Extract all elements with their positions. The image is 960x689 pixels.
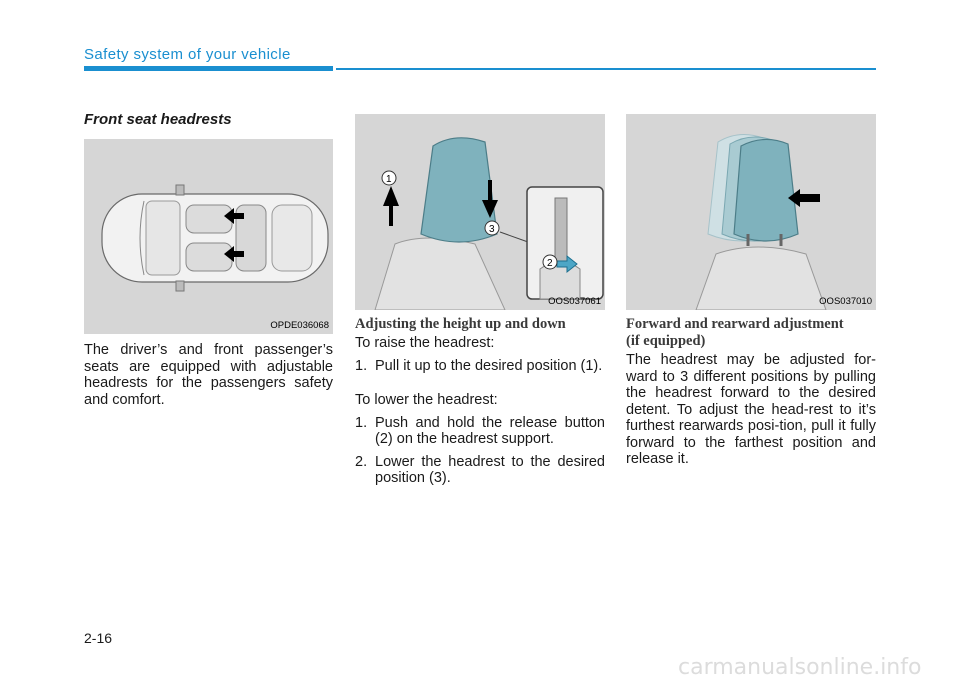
list-item bbox=[355, 415, 605, 448]
page-heading: Front seat headrests bbox=[84, 111, 232, 128]
figure-code: OPDE036068 bbox=[270, 320, 329, 331]
list-text: Lower the headrest to the desired position (3). bbox=[375, 453, 605, 486]
header-rule-thick bbox=[84, 66, 333, 71]
arrow-up-icon bbox=[383, 186, 399, 226]
intro-text: The driver’s and front passenger’s seats are equipped with adjustable headrests for the passengers safety and comfort. bbox=[84, 342, 333, 408]
lower-intro: To lower the headrest: bbox=[355, 392, 498, 408]
list-item bbox=[355, 454, 605, 487]
col3-content bbox=[626, 316, 876, 468]
list-number: 2. bbox=[355, 453, 368, 470]
figure-headrest-height bbox=[355, 114, 605, 310]
callout-label: 1 bbox=[386, 174, 392, 185]
raise-intro: To raise the headrest: bbox=[355, 335, 495, 351]
col2-content bbox=[355, 316, 605, 497]
watermark: carmanualsonline.info bbox=[678, 655, 922, 680]
forward-subheading-line2: (if equipped) bbox=[626, 333, 706, 349]
header-rule-thin bbox=[336, 68, 876, 70]
list-number: 1. bbox=[355, 357, 368, 374]
section-title: Safety system of your vehicle bbox=[84, 46, 291, 63]
list-number: 1. bbox=[355, 414, 368, 431]
callout-label: 3 bbox=[489, 224, 495, 235]
car-top-view-illustration bbox=[84, 139, 333, 334]
page-number: 2-16 bbox=[84, 630, 113, 646]
figure-car-top-view bbox=[84, 139, 333, 334]
list-text: Pull it up to the desired position (1). bbox=[375, 357, 603, 374]
figure-headrest-forward bbox=[626, 114, 876, 310]
headrest-forward-illustration bbox=[626, 114, 876, 310]
callout-label: 2 bbox=[547, 258, 553, 269]
headrest-height-illustration bbox=[355, 114, 605, 310]
list-text: Push and hold the release button (2) on the headrest support. bbox=[375, 414, 605, 447]
figure-code: OOS037010 bbox=[819, 296, 872, 307]
forward-subheading-line1: Forward and rearward adjustment bbox=[626, 316, 844, 332]
forward-text: The headrest may be adjusted for-ward to 3 different positions by pulling the headrest forward to the desired detent. To adjust the head-rest to it’s furthest rearwards posi-tion, pull it fully forward to the farthest position and release it. bbox=[626, 352, 876, 467]
figure-code: OOS037061 bbox=[548, 296, 601, 307]
col1-paragraph bbox=[84, 342, 333, 408]
height-subheading: Adjusting the height up and down bbox=[355, 316, 566, 332]
list-item bbox=[355, 358, 605, 375]
